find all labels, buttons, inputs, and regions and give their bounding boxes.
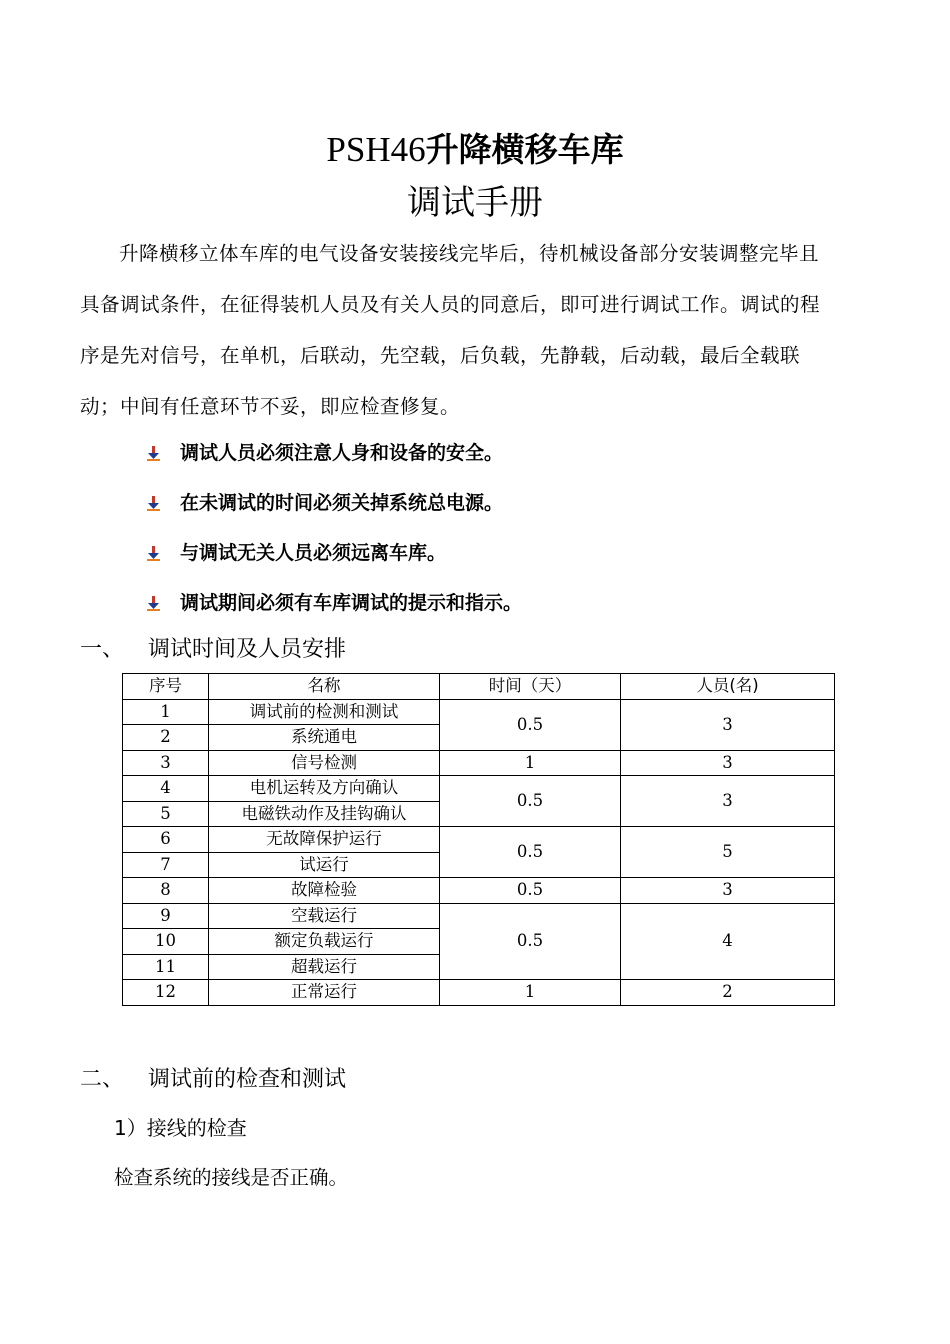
row-number: 10	[123, 929, 209, 955]
row-number: 1	[123, 699, 209, 725]
header-cell: 序号	[123, 674, 209, 700]
table-header-row	[123, 674, 835, 700]
table-row	[123, 980, 835, 1006]
row-name: 空载运行	[209, 903, 440, 929]
row-name: 额定负载运行	[209, 929, 440, 955]
row-name: 电磁铁动作及挂钩确认	[209, 801, 440, 827]
bullet-text: 调试人员必须注意人身和设备的安全。	[180, 442, 504, 464]
row-number: 12	[123, 980, 209, 1006]
title-name: 升降横移车库	[425, 130, 624, 169]
row-people: 2	[621, 980, 835, 1006]
table-row	[123, 878, 835, 904]
header-cell: 时间（天）	[440, 674, 621, 700]
arrow-bullet-icon	[146, 545, 162, 561]
row-name: 故障检验	[209, 878, 440, 904]
table-row	[123, 699, 835, 725]
row-name: 电机运转及方向确认	[209, 776, 440, 802]
row-number: 4	[123, 776, 209, 802]
section-heading-2	[80, 1064, 346, 1096]
bullet-text: 与调试无关人员必须远离车库。	[180, 542, 447, 564]
section-heading-1	[80, 634, 346, 666]
row-time: 0.5	[440, 903, 621, 980]
bullet-text: 在未调试的时间必须关掉系统总电源。	[180, 492, 504, 514]
title-model: PSH46	[326, 130, 426, 169]
section-title: 调试前的检查和测试	[148, 1067, 347, 1092]
row-name: 超载运行	[209, 954, 440, 980]
table-row	[123, 750, 835, 776]
row-time: 0.5	[440, 776, 621, 827]
row-people: 3	[621, 878, 835, 904]
subsection-heading: 1）接线的检查	[114, 1116, 247, 1140]
row-name: 系统通电	[209, 725, 440, 751]
bullet-item	[146, 528, 522, 578]
row-number: 7	[123, 852, 209, 878]
safety-bullet-list	[146, 428, 522, 628]
schedule-table	[122, 673, 835, 1006]
row-people: 3	[621, 699, 835, 750]
bullet-item	[146, 478, 522, 528]
row-time: 0.5	[440, 699, 621, 750]
section-title: 调试时间及人员安排	[148, 637, 347, 662]
row-number: 9	[123, 903, 209, 929]
intro-paragraph: 升降横移立体车库的电气设备安装接线完毕后，待机械设备部分安装调整完毕且具备调试条件，在征得装机人员及有关人员的同意后，即可进行调试工作。调试的程序是先对信号，在单机，后联动，先空载，后负载，先静载，后动载，最后全载联动；中间有任意环节不妥，即应检查修复。	[80, 242, 821, 418]
bullet-item	[146, 428, 522, 478]
row-name: 正常运行	[209, 980, 440, 1006]
row-number: 3	[123, 750, 209, 776]
row-time: 1	[440, 980, 621, 1006]
table-row	[123, 903, 835, 929]
row-people: 5	[621, 827, 835, 878]
row-number: 5	[123, 801, 209, 827]
row-time: 0.5	[440, 878, 621, 904]
row-number: 2	[123, 725, 209, 751]
header-cell: 名称	[209, 674, 440, 700]
table-row	[123, 776, 835, 802]
row-name: 信号检测	[209, 750, 440, 776]
section-number: 一、	[80, 637, 125, 662]
bullet-text: 调试期间必须有车库调试的提示和指示。	[180, 592, 523, 614]
document-subtitle: 调试手册	[407, 183, 543, 223]
row-name: 调试前的检测和测试	[209, 699, 440, 725]
arrow-bullet-icon	[146, 445, 162, 461]
table-row	[123, 827, 835, 853]
row-name: 无故障保护运行	[209, 827, 440, 853]
section-number: 二、	[80, 1067, 125, 1092]
row-number: 8	[123, 878, 209, 904]
row-name: 试运行	[209, 852, 440, 878]
arrow-bullet-icon	[146, 595, 162, 611]
header-cell: 人员(名)	[621, 674, 835, 700]
document-title	[0, 126, 950, 174]
row-people: 4	[621, 903, 835, 980]
row-number: 11	[123, 954, 209, 980]
body-text: 检查系统的接线是否正确。	[114, 1166, 349, 1189]
row-time: 0.5	[440, 827, 621, 878]
arrow-bullet-icon	[146, 495, 162, 511]
row-time: 1	[440, 750, 621, 776]
row-people: 3	[621, 750, 835, 776]
row-number: 6	[123, 827, 209, 853]
row-people: 3	[621, 776, 835, 827]
bullet-item	[146, 578, 522, 628]
